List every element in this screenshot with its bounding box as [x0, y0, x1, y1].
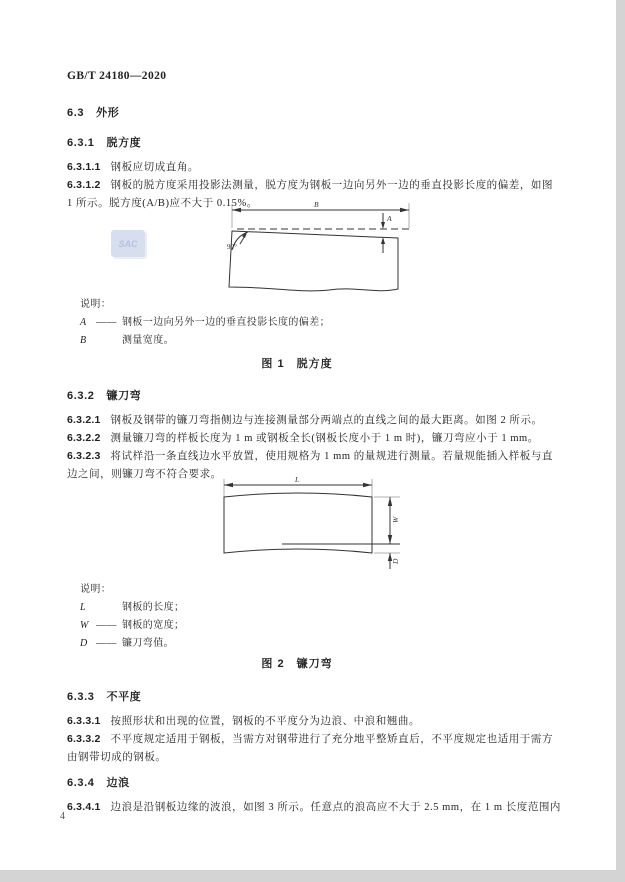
clause-text: 测量镰刀弯的样板长度为 1 m 或钢板全长(钢板长度小于 1 m 时)，镰刀弯应小于 1 mm。 — [110, 433, 539, 444]
heading-6-3-2 — [67, 387, 141, 403]
dimension-label-A: A — [387, 214, 392, 223]
clause-text: 按照形状和出现的位置，钢板的不平度分为边浪、中浪和翘曲。 — [110, 716, 420, 727]
arrowhead — [363, 483, 372, 487]
clause-number: 6.3.4 — [67, 777, 95, 789]
dimension-label-W: W — [391, 516, 400, 523]
steel-plate-outline — [229, 231, 398, 291]
legend-item — [80, 617, 184, 635]
clause-number: 6.3.4.1 — [67, 801, 101, 813]
page-number: 4 — [60, 811, 65, 822]
standard-code-header: GB/T 24180—2020 — [67, 70, 167, 82]
clause-6-3-2-2 — [67, 429, 553, 448]
legend-description: 测量宽度。 — [122, 335, 174, 346]
legend-description: 镰刀弯值。 — [122, 638, 174, 649]
clause-title: 脱方度 — [106, 137, 142, 149]
arrowhead — [381, 222, 385, 229]
clause-6-3-3-1 — [67, 712, 553, 731]
figure-1-legend — [80, 296, 330, 350]
legend-symbol: L — [80, 602, 86, 613]
clause-6-3-2-1 — [67, 411, 553, 430]
clause-6-3-1-1 — [67, 158, 553, 177]
scan-edge-bottom — [0, 870, 625, 882]
legend-item — [80, 332, 330, 350]
clause-text: 不平度规定适用于钢板，当需方对钢带进行了充分地平整矫直后，不平度规定也适用于需方由钢带切成的钢板。 — [67, 734, 553, 763]
clause-title: 不平度 — [106, 691, 142, 703]
heading-6-3-3 — [67, 688, 141, 704]
arrowhead — [388, 497, 392, 506]
dimension-label-D: D — [391, 558, 400, 564]
legend-description: 钢板的宽度； — [122, 620, 185, 631]
legend-separator: —— — [96, 317, 117, 328]
legend-separator: —— — [96, 638, 117, 649]
figure-1-out-of-squareness-diagram — [213, 198, 443, 298]
figure-2-legend — [80, 581, 184, 653]
clause-number: 6.3.2 — [67, 390, 95, 402]
legend-title: 说明： — [80, 584, 112, 595]
legend-title: 说明： — [80, 299, 112, 310]
legend-description: 钢板一边向另外一边的垂直投影长度的偏差； — [122, 317, 330, 328]
clause-number: 6.3 — [67, 107, 85, 119]
watermark-text: SAC — [118, 238, 138, 249]
legend-symbol: D — [80, 638, 88, 649]
arrowhead — [388, 535, 392, 544]
clause-text: 钢板的脱方度采用投影法测量，脱方度为钢板一边向另外一边的垂直投影长度的偏差，如图 1 所示。脱方度(A/B)应不大于 0.15%。 — [67, 180, 553, 209]
clause-number: 6.3.3.2 — [67, 733, 101, 745]
legend-item — [80, 599, 184, 617]
arrowhead — [232, 208, 241, 212]
clause-title: 外形 — [96, 107, 120, 119]
legend-description: 钢板的长度； — [122, 602, 185, 613]
dimension-label-B: B — [314, 200, 319, 209]
arrowhead — [400, 208, 409, 212]
clause-number: 6.3.2.2 — [67, 432, 101, 444]
clause-number: 6.3.2.3 — [67, 450, 101, 462]
arrowhead — [224, 483, 233, 487]
legend-symbol: W — [80, 620, 89, 631]
legend-item — [80, 635, 184, 653]
clause-number: 6.3.3.1 — [67, 715, 101, 727]
clause-text: 将试样沿一条直线边水平放置，使用规格为 1 mm 的量规进行测量。若量规能插入样板与直边之间，则镰刀弯不符合要求。 — [67, 451, 553, 480]
clause-number: 6.3.1.1 — [67, 161, 101, 173]
clause-number: 6.3.1.2 — [67, 179, 101, 191]
clause-6-3-4-1 — [67, 798, 561, 817]
legend-symbol: A — [80, 317, 87, 328]
clause-text: 钢板应切成直角。 — [110, 162, 199, 173]
clause-text: 边浪是沿钢板边缘的波浪，如图 3 所示。任意点的浪高应不大于 2.5 mm，在 1 m 长度范围内 — [110, 802, 561, 813]
heading-6-3 — [67, 104, 119, 120]
arrowhead — [381, 237, 385, 244]
heading-6-3-1 — [67, 134, 141, 150]
scan-edge-right — [616, 0, 625, 882]
clause-6-3-3-2 — [67, 730, 553, 767]
clause-number: 6.3.1 — [67, 137, 95, 149]
heading-6-3-4 — [67, 774, 130, 790]
legend-separator: —— — [96, 620, 117, 631]
clause-number: 6.3.2.1 — [67, 414, 101, 426]
figure-2-camber-diagram — [210, 473, 410, 573]
figure-2-caption: 图 2 镰刀弯 — [261, 658, 333, 670]
clause-number: 6.3.3 — [67, 691, 95, 703]
angle-label: 90° — [227, 243, 237, 251]
sac-watermark-logo — [111, 230, 145, 257]
figure-1-caption: 图 1 脱方度 — [261, 358, 333, 370]
clause-title: 边浪 — [106, 777, 130, 789]
clause-text: 钢板及钢带的镰刀弯指侧边与连接测量部分两端点的直线之间的最大距离。如图 2 所示。 — [110, 415, 543, 426]
clause-title: 镰刀弯 — [106, 390, 142, 402]
legend-symbol: B — [80, 335, 87, 346]
legend-item — [80, 314, 330, 332]
dimension-label-L: L — [295, 475, 300, 484]
